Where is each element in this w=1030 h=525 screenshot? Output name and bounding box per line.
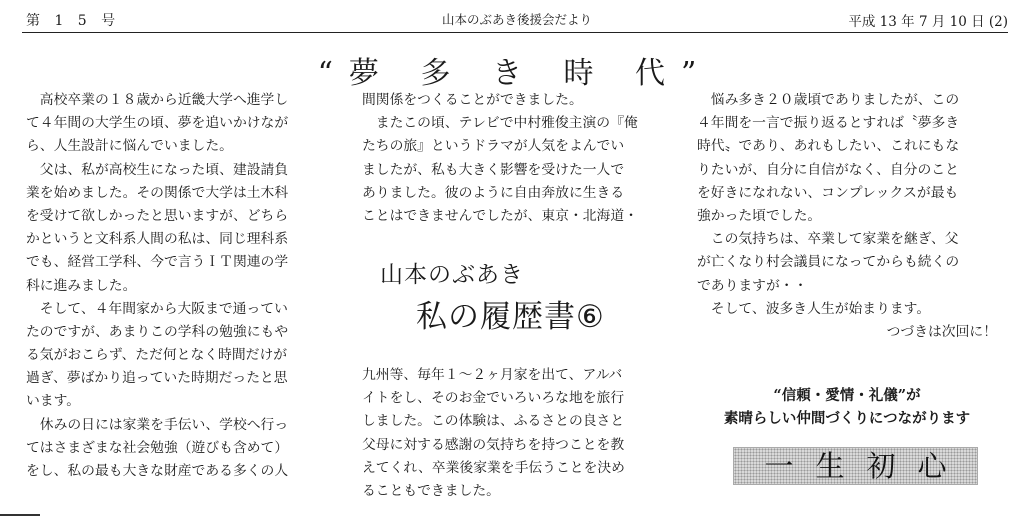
- text-line: 悩み多き２０歳頃でありましたが、この: [697, 92, 960, 108]
- motto-line-2: 素晴らしい仲間づくりにつながります: [723, 410, 971, 427]
- text-line: います。: [26, 393, 81, 410]
- text-line: 父母に対する感謝の気持ちを持つことを教: [362, 436, 625, 453]
- text-line: 高校卒業の１８歳から近畿大学へ進学し: [26, 92, 289, 108]
- text-line: りたいが、自分に自信がなく、自分のこと: [697, 161, 959, 178]
- text-line: 休みの日には家業を手伝い、学校へ行っ: [26, 416, 289, 433]
- text-line: 九州等、毎年１～２ヶ月家を出て、アルバ: [362, 367, 623, 383]
- text-line: かというと文科系人間の私は、同じ理科系: [26, 231, 289, 248]
- motto-line-1: “信頼・愛情・礼儀”が: [773, 387, 921, 404]
- continued-note: つづきは次回に！: [886, 323, 997, 340]
- footer-rule: [0, 514, 40, 516]
- column-1: [26, 89, 288, 483]
- text-line: ことはできませんでしたが、東京・北海道・: [362, 207, 638, 224]
- motto-box: [733, 447, 978, 485]
- text-line: イトをし、そのお金でいろいろな地を旅行: [362, 390, 625, 407]
- text-line: が亡くなり村会議員になってからも続くの: [697, 254, 960, 271]
- text-line: て４年間の大学生の頃、夢を追いかけなが: [26, 115, 289, 132]
- text-line: ら、人生設計に悩んでいました。: [26, 138, 233, 155]
- text-line: 業を始めました。その関係で大学は土木科: [26, 184, 289, 201]
- author-byline: 山本のぶあき: [380, 262, 524, 288]
- text-line: この気持ちは、卒業して家業を継ぎ、父: [697, 231, 959, 248]
- text-line: を好きになれない、コンプレックスが最も: [697, 184, 959, 201]
- issue-number: 第 1 5 号: [26, 13, 121, 29]
- header-rule: [22, 32, 1008, 33]
- page-header: [26, 10, 1008, 32]
- text-line: 時代〟であり、あれもしたい、これにもな: [697, 138, 960, 155]
- text-line: ありました。彼のように自由奔放に生きる: [362, 184, 625, 201]
- text-line: る気がおこらず、ただ何となく時間だけが: [26, 347, 288, 364]
- text-line: ４年間を一言で振り返るとすれば〝夢多き: [697, 115, 960, 132]
- column-2-bottom: [362, 364, 625, 503]
- motto-box-text: 一生初心: [764, 449, 969, 483]
- text-line: でも、経営工学科、今で言うＩＴ関連の学: [26, 254, 289, 271]
- column-2-top: [362, 89, 638, 228]
- text-line: てはさまざまな社会勉強（遊びも含めて）: [26, 439, 289, 456]
- text-line: ましたが、私も大きく影響を受けた一人で: [362, 161, 625, 178]
- text-line: ることもできました。: [362, 482, 500, 499]
- text-line: をし、私の最も大きな財産である多くの人: [26, 463, 289, 479]
- issue-date: 平成 13 年 7 月 10 日 (2): [848, 14, 1008, 30]
- article-title: “夢 多 き 時 代”: [317, 56, 713, 91]
- text-line: 父は、私が高校生になった頃、建設請負: [26, 161, 289, 178]
- text-line: たちの旅』というドラマが人気をよんでい: [362, 138, 625, 155]
- text-line: しました。この体験は、ふるさとの良さと: [362, 413, 625, 430]
- column-3: [697, 89, 997, 344]
- text-line: でありますが・・: [697, 277, 808, 294]
- text-line: 過ぎ、夢ばかり追っていた時期だったと思: [26, 370, 288, 387]
- text-line: えてくれ、卒業後家業を手伝うことを決め: [362, 459, 625, 476]
- newsletter-name: 山本のぶあき後援会だより: [441, 12, 592, 27]
- text-line: 強かった頃でした。: [697, 207, 822, 224]
- text-line: 科に進みました。: [26, 277, 137, 294]
- text-line: 間関係をつくることができました。: [362, 92, 583, 108]
- series-heading: 私の履歴書⑥: [416, 299, 605, 335]
- text-line: そして、４年間家から大阪まで通ってい: [26, 300, 288, 317]
- text-line: たのですが、あまりこの学科の勉強にもや: [26, 323, 289, 340]
- text-line: またこの頃、テレビで中村雅俊主演の『俺: [362, 115, 638, 132]
- text-line: を受けて欲しかったと思いますが、どちら: [26, 207, 289, 224]
- text-line: そして、波多き人生が始まります。: [697, 300, 931, 317]
